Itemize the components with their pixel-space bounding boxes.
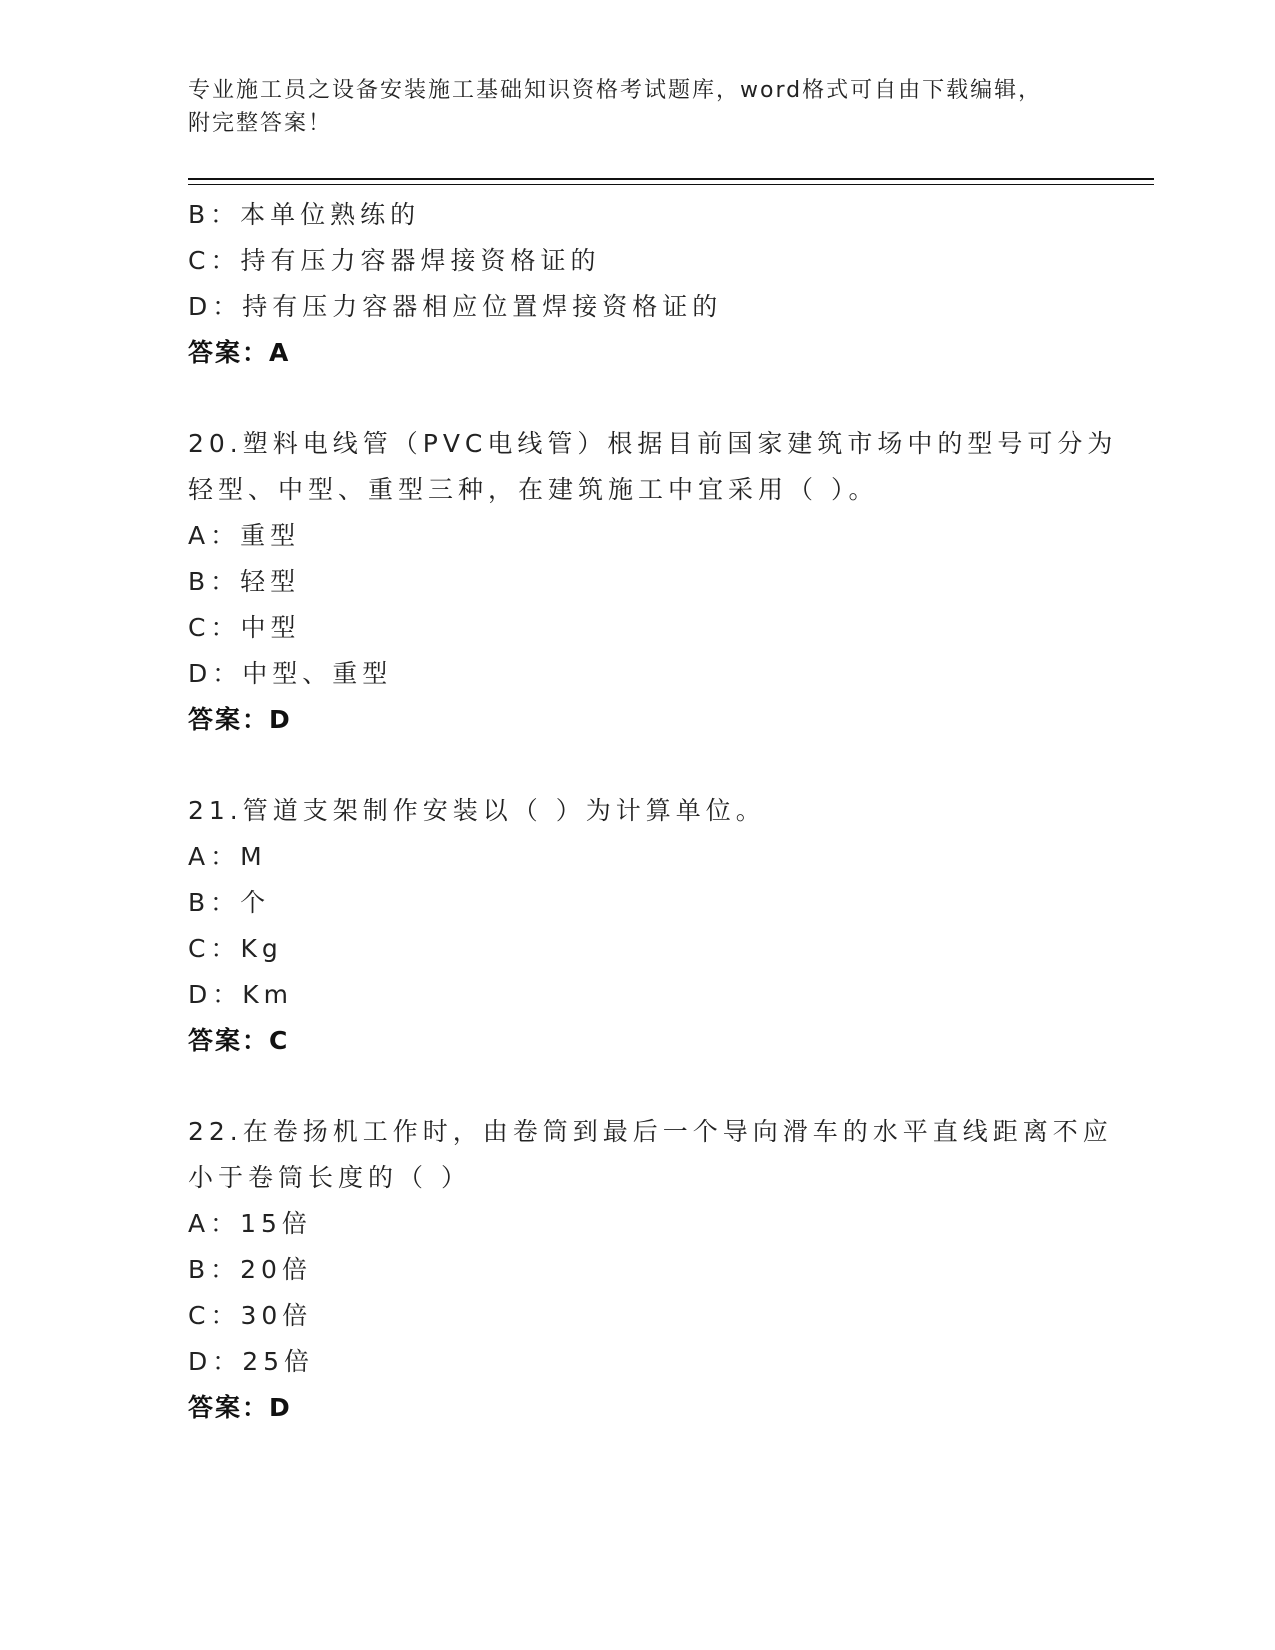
option-c: C：中型 <box>188 613 301 642</box>
option-d: D：中型、重型 <box>188 659 393 688</box>
option-c: C：30倍 <box>188 1301 313 1330</box>
option-b: B：轻型 <box>188 567 301 596</box>
question-spacer <box>188 743 1088 788</box>
question-19-continued <box>188 192 1088 376</box>
document-header <box>188 74 1068 140</box>
answer-line: 答案：D <box>188 1393 292 1422</box>
question-21 <box>188 788 1088 1064</box>
question-stem-line: 小于卷筒长度的（ ） <box>188 1163 471 1192</box>
question-stem-line: 21.管道支架制作安装以（ ）为计算单位。 <box>188 796 766 825</box>
question-22 <box>188 1109 1113 1431</box>
option-d: D：持有压力容器相应位置焊接资格证的 <box>188 292 723 321</box>
header-divider-thin <box>188 184 1154 185</box>
option-d: D：25倍 <box>188 1347 315 1376</box>
option-b: B：本单位熟练的 <box>188 200 421 229</box>
answer-line: 答案：D <box>188 705 292 734</box>
question-stem-line: 20.塑料电线管（PVC电线管）根据目前国家建筑市场中的型号可分为 <box>188 429 1118 458</box>
option-d: D：Km <box>188 980 293 1009</box>
header-divider-thick <box>188 178 1154 180</box>
answer-line: 答案：C <box>188 1026 290 1055</box>
option-c: C：Kg <box>188 934 283 963</box>
header-line-2: 附完整答案！ <box>188 111 333 136</box>
question-stem-line: 轻型、中型、重型三种，在建筑施工中宜采用（ ）。 <box>188 475 879 504</box>
option-b: B：个 <box>188 888 271 917</box>
question-list <box>188 192 1118 1431</box>
header-line-1: 专业施工员之设备安装施工基础知识资格考试题库，word格式可自由下载编辑， <box>188 78 1043 103</box>
answer-line: 答案：A <box>188 338 291 367</box>
question-stem-line: 22.在卷扬机工作时，由卷筒到最后一个导向滑车的水平直线距离不应 <box>188 1117 1113 1146</box>
option-b: B：20倍 <box>188 1255 312 1284</box>
option-a: A：M <box>188 842 267 871</box>
question-20 <box>188 421 1118 743</box>
option-a: A：重型 <box>188 521 301 550</box>
option-a: A：15倍 <box>188 1209 312 1238</box>
question-spacer <box>188 376 1088 421</box>
option-c: C：持有压力容器焊接资格证的 <box>188 246 601 275</box>
question-spacer <box>188 1064 1088 1109</box>
